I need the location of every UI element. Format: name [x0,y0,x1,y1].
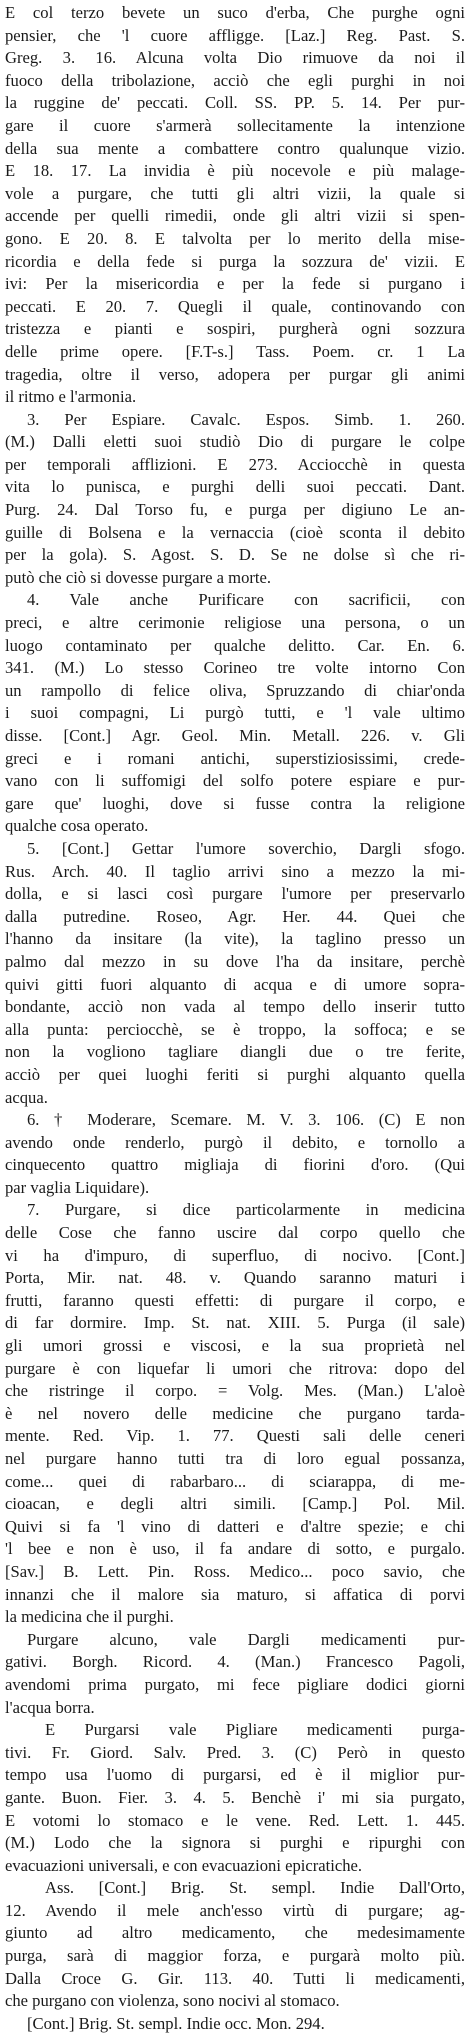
text-line: 4. Vale anche Purificare con sacrificii, con [27,590,465,610]
text-line: per temporali afflizioni. E 273. Acciocchè in questa [5,454,465,474]
text-line: vole a purgare, che tutti gli altri vizii, la quale si [5,183,465,203]
text-line: per la gola). S. Agost. S. D. Se ne dolse sì che ri- [5,545,465,565]
text-line: dolla, e si lasci così purgare l'umore per preservarlo [5,884,465,904]
text-line: acqua. [5,1087,48,1107]
text-line: la medicina che il purghi. [5,1607,174,1627]
text-line: vano con li suffomigi del solfo potere espiare e pur- [5,771,465,791]
text-line: 5. [Cont.] Gettar l'umore soverchio, Dargli sfogo. [27,838,465,858]
text-line: E votomi lo stomaco e le vene. Red. Lett. 1. 445. [5,1810,465,1830]
text-line: gli umori grossi e viscosi, e la sua proprietà nel [5,1336,465,1356]
text-line: alla punta: perciocchè, se è troppo, la soffoca; e se [5,1019,465,1039]
text-line: cinquecento quattro migliaja di fiorini d'oro. (Qui [5,1155,465,1175]
text-line: 7. Purgare, si dice particolarmente in medicina [27,1200,465,1220]
text-line: luogo contaminato per qualche delitto. Car. En. 6. [5,635,465,655]
text-line: E col terzo bevete un suco d'erba, Che purghe ogni [5,3,465,22]
text-line: Rus. Arch. 40. Il taglio arrivi sino a mezzo la mi- [5,861,465,881]
text-line: cioacan, e degli altri simili. [Camp.] Pol. Mil. [5,1494,465,1514]
text-line: evacuazioni universali, e con evacuazioni epicratiche. [5,1855,363,1875]
text-line: Porta, Mir. nat. 48. v. Quando saranno maturi i [5,1268,465,1288]
text-line: vi ha d'impuro, di superfluo, di nocivo. [Cont.] [5,1245,465,1265]
text-line: gare que' luoghi, dove si fusse contra la religione [5,793,465,813]
text-line: Purg. 24. Dal Torso fu, e purga per digiuno Le an- [5,500,465,520]
text-line: gare il cuore s'armerà sollecitamente la intenzione [5,115,465,135]
text-line: bondante, acciò non vada al tempo dello inserir tutto [5,997,465,1017]
text-line: ivi: Per la misericordia e per la fede si purgano i [5,274,465,294]
text-line: (M.) Dalli eletti suoi studiò Dio di purgare le colpe [5,432,465,452]
text-line: che ristringe il corpo. = Volg. Mes. (Man.) L'aloè [5,1381,465,1401]
text-line: accende per quelli rimedii, onde gli altri vizii si spen- [5,206,465,226]
text-line: delle prime opere. [F.T-s.] Tass. Poem. cr. 1 La [5,341,465,361]
text-line: greci e i romani antichi, superstiziosissimi, crede- [5,748,465,768]
text-line: come... quei di rabarbaro... di sciarappa, di me- [5,1471,465,1491]
text-line: purgare è con liquefar li umori che ritrova: dopo del [5,1358,465,1378]
text-line: avendo onde renderlo, purgò il debito, e tornollo a [5,1132,465,1152]
text-line: par vaglia Liquidare). [5,1177,150,1197]
text-line: gono. E 20. 8. E talvolta per lo merito della mise- [5,228,465,248]
text-line: gativi. Borgh. Ricord. 4. (Man.) Francesco Pagoli, [5,1652,465,1672]
text-line: purga, sarà di maggior forza, e purgarà molto più. [5,1946,465,1966]
text-line: Greg. 3. 16. Alcuna volta Dio rimuove da noi il [5,48,465,68]
text-line: non la vogliono tagliare diangli due o tre ferite, [5,1042,465,1062]
text-line: putò che ciò si dovesse purgare a morte. [5,567,272,587]
text-line: Quivi si fa 'l vino di datteri e d'altre spezie; e chi [5,1516,465,1536]
text-line: fuoco della tribolazione, acciò che egli purghi in noi [5,70,465,90]
entry-text-body [5,2,465,2035]
text-line: avendomi prima purgato, mi fece pigliare dodici giorni [5,1674,465,1694]
text-line: innanzi che il malore sia maturo, si affatica di porvi [5,1584,465,1604]
text-line: qualche cosa operato. [5,816,149,836]
text-line: dalla putredine. Roseo, Agr. Her. 44. Quei che [5,906,465,926]
text-line: 12. Avendo il mele anch'esso virtù di purgare; ag- [5,1900,465,1920]
text-line: pensier, che 'l cuore affligge. [Laz.] Reg. Past. S. [5,25,465,45]
text-line: vita lo punisca, e purghi delli suoi peccati. Dant. [5,477,465,497]
text-line: Purgare alcuno, vale Dargli medicamenti pur- [27,1629,465,1649]
text-line: Dalla Croce G. Gir. 113. 40. Tutti li medicamenti, [5,1968,465,1988]
text-line: Ass. [Cont.] Brig. St. sempl. Indie Dall'Orto, [45,1878,465,1898]
text-line: E Purgarsi vale Pigliare medicamenti purga- [45,1720,465,1740]
text-line: delle Cose che fanno uscire dal corpo quello che [5,1223,465,1243]
text-line: è nel novero delle medicine che purgano tarda- [5,1403,465,1423]
text-line: tragedia, oltre il verso, adopera per purgar gli animi [5,364,465,384]
text-line: 6. † Moderare, Scemare. M. V. 3. 106. (C) E non [27,1110,465,1130]
text-line: di far dormire. Imp. St. nat. XIII. 5. Purga (il sale) [5,1313,465,1333]
text-line: [Sav.] B. Lett. Pin. Ross. Medico... poco savio, che [5,1561,465,1581]
text-line: giunto ad altro medicamento, che medesimamente [5,1923,465,1943]
text-line: ricordia e della fede si purga la sozzura de' vizii. E [5,251,465,271]
text-line: preci, e altre cerimonie religiose una persona, o un [5,613,465,633]
text-line: tivi. Fr. Giord. Salv. Pred. 3. (C) Però in questo [5,1742,465,1762]
text-line: 3. Per Espiare. Cavalc. Espos. Simb. 1. 260. [27,409,465,429]
text-line: mente. Red. Vip. 1. 77. Questi sali delle ceneri [5,1426,465,1446]
text-line: peccati. E 20. 7. Quegli il quale, continovando con [5,296,465,316]
text-line: l'hanno da insitare (la vite), la taglino presso un [5,929,465,949]
text-line: disse. [Cont.] Agr. Geol. Min. Metall. 226. v. Gli [5,726,465,745]
text-line: della sua mente a combattere contro qualunque vizio. [5,138,465,158]
text-line: guille di Bolsena e la vernaccia (cioè sconta il debito [5,522,465,542]
text-line: che purgano con violenza, sono nocivi al stomaco. [5,1991,340,2011]
text-line: frutti, faranno questi effetti: di purgare il corpo, e [5,1290,465,1310]
text-line: nel purgare hanno tutti tra di loro egual possanza, [5,1449,465,1468]
text-line: il ritmo e l'armonia. [5,387,137,407]
text-line: i suoi compagni, Li purgò tutti, e 'l vale ultimo [5,703,465,723]
text-line: tristezza e pianti e sospiri, purgherà ogni sozzura [5,319,465,339]
text-line: l'acqua borra. [5,1697,95,1717]
text-line: (M.) Lodo che la signora si purghi e ripurghi con [5,1833,465,1853]
text-line: un rampollo di felice oliva, Spruzzando di chiar'onda [5,680,465,700]
text-line: quivi gitti fuori alquanto di acqua e di umore sopra- [5,974,465,994]
text-line: [Cont.] Brig. St. sempl. Indie occ. Mon. 294. [27,2013,325,2033]
text-line: 341. (M.) Lo stesso Corineo tre volte intorno Con [5,658,465,678]
text-line: gante. Buon. Fier. 3. 4. 5. Benchè i' mi sia purgato, [5,1787,465,1807]
text-line: 'l bee e non è uso, il fa andare di sotto, e purgalo. [5,1539,465,1559]
text-line: acciò per quei luoghi feriti si purghi alquanto quella [5,1064,465,1084]
text-line: la ruggine de' peccati. Coll. SS. PP. 5. 14. Per pur- [5,93,465,113]
text-line: tempo usa l'uomo di purgarsi, ed è il miglior pur- [5,1765,465,1785]
text-line: E 18. 17. La invidia è più nocevole e più malage- [5,161,465,181]
text-line: palmo dal mezzo in su dove l'ha da insitare, perchè [5,951,465,971]
